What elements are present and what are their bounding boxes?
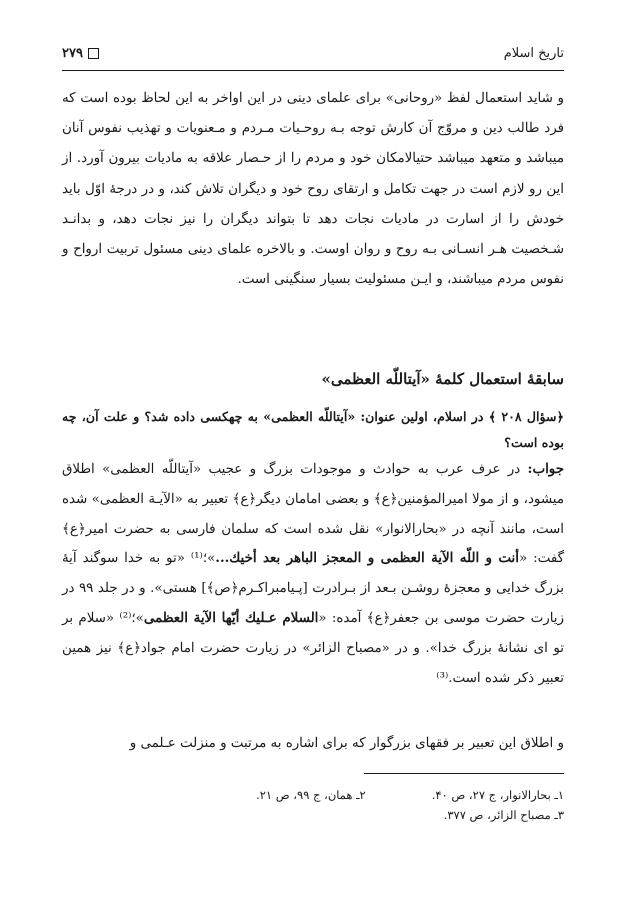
page-number (62, 46, 99, 61)
continuation-paragraph: و اطلاق این تعبیر بر فقهای بزرگوار که برای اشاره به مرتبت و منزلت عـلمی و (129, 736, 564, 751)
header-divider (62, 70, 564, 71)
square-icon (88, 48, 99, 59)
question-paragraph: ﴿سؤال ۲۰۸ ﴾ در اسلام، اولین عنوان: «آیتاللّه العظمی» به چهکسی داده شد؟ و علت آن، چه بوده است؟ (62, 409, 564, 450)
arabic-salam: السلام عـلیك أیّها الآیة العظمی (143, 609, 319, 626)
answer-text-2: »؛⁽¹⁾ «تو به خدا سوگند آیهٔ بزرگ خدایی و معجزهٔ روشـن بـعد از بـرادرت [پـیامبراکـرم﴿ص﴾] هستی». و در جلد ۹۹ در زیارت حضرت موسی بن جعفر﴿ع﴾ آمده: « (62, 551, 565, 626)
answer-text-1: در عرف عرب به حوادث و موجودات بزرگ و عجیب «آیتاللّه العظمی» اطلاق میشود، و از مولا امیرالمؤمنین‌﴿ع﴾ و بعضی امامان دیگر﴿ع﴾ تعبیر به «الآیـة العظمی» شده است، مانند آنچه در «بحارالانوار» نقل شده است که سلمان فارسی به حضرت امیر﴿ع﴾ گفت: « (62, 462, 564, 567)
answer-text-3: »؛⁽²⁾ «سلام بر تو ای نشانهٔ بزرگ خدا». و در «مصباح الزائر» در زیارت حضرت امام جواد﴿ع﴾ نیز همین تعبیر ذکر شده است.⁽³⁾ (62, 610, 564, 686)
intro-paragraph: و شاید استعمال لفظ «روحانی» برای علمای دینی در این اواخر به این لحاظ بوده است که فرد طالب دین و مروّج آن کارش توجه بـه روحـیات مـردم و مـعنویات و تهذیب نفوس آنان میباشد و متعهد میباشد حتیالامکان خود و مردم را از حـصار علاقه به مادیات بیرون آورد. از این رو لازم است در جهت تکامل و ارتقای روح خود و دیگران تلاش کند، و در درجهٔ اوّل باید خودش را از اسارت در مادیات نجات دهد تا بتواند دیگران را نیز نجات دهد، و بدانـد شـخصیت هـر انسـانی بـه روح و روان اوست. و بالاخره علمای دینی مسئول تربیت ارواح و نفوس مردم میباشند، و ایـن مسئولیت بسیار سنگینی است. (62, 91, 564, 288)
running-header (62, 44, 564, 66)
page-number-text: ۲۷۹ (62, 46, 83, 61)
answer-label: جواب: (527, 461, 564, 477)
footnote-row (62, 786, 564, 804)
book-title: تاریخ اسلام (503, 46, 564, 61)
footnote-1: ۱ـ بحارالانوار، ج ۲۷، ص ۴۰. (431, 788, 564, 802)
section-heading: سابقهٔ استعمال کلمهٔ «آیتاللّه العظمی» (321, 370, 564, 388)
footnote-divider (364, 773, 564, 774)
arabic-quote: أنت و اللّه الآیة العظمی و المعجز الباهر بعد أخیك... (215, 550, 519, 567)
footnote-row (62, 806, 564, 824)
intro-section (62, 84, 564, 295)
answer-paragraph (62, 455, 564, 693)
footnote-3: ۳ـ مصباح الزائر، ص ۳۷۷. (443, 808, 564, 822)
footnote-2: ۲ـ همان، ج ۹۹، ص ۲۱. (256, 788, 366, 802)
